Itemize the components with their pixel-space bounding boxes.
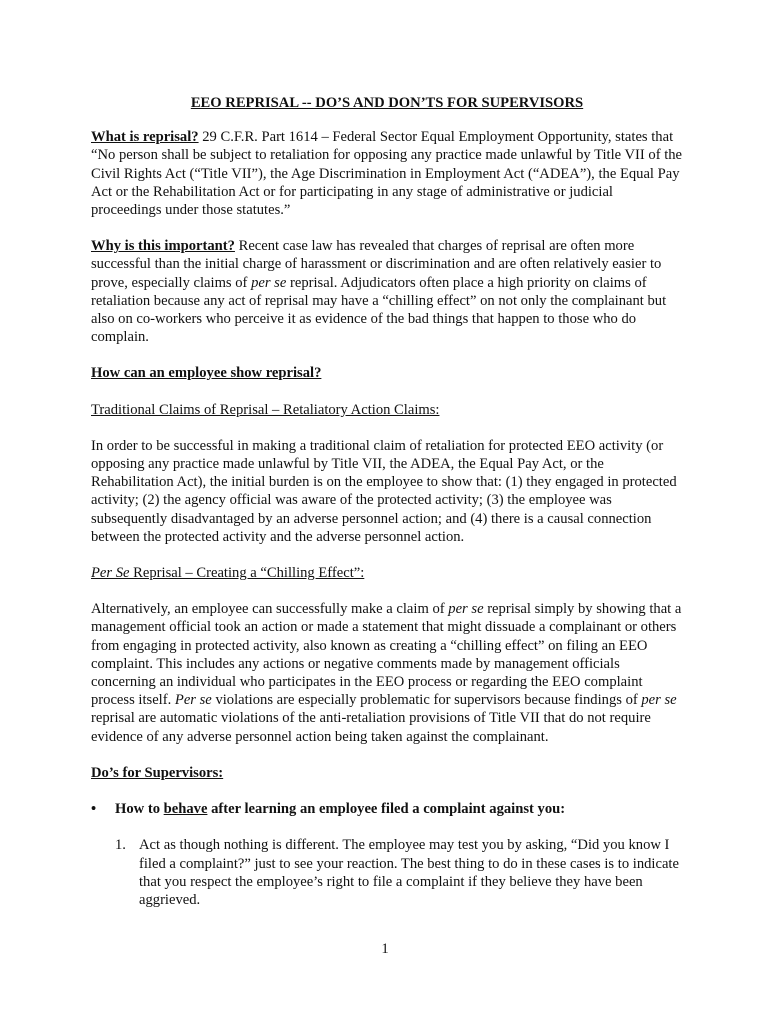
- what-is-reprisal-paragraph: [91, 128, 683, 219]
- dos-bullet-text-1: How to: [115, 801, 164, 818]
- dos-for-supervisors-heading: Do’s for Supervisors:: [91, 764, 224, 781]
- dos-bullet-item: [91, 800, 683, 818]
- per-se-text-1: Alternatively, an employee can successfully make a claim of: [91, 601, 449, 618]
- per-se-italic-1: per se: [448, 601, 484, 618]
- numbered-item-text: Act as though nothing is different. The employee may test you by asking, “Did you know I filed a complaint?” just to see your reaction. The best thing to do in these cases is to indicate that you respect the employee’s right to file a complaint if they believe they have been aggrieved.: [139, 837, 679, 908]
- how-show-reprisal-heading: How can an employee show reprisal?: [91, 365, 322, 382]
- per-se-text-3: violations are especially problematic for supervisors because findings of: [211, 692, 642, 709]
- dos-bullet-text: [115, 800, 565, 818]
- per-se-italic-3: per se: [641, 692, 677, 709]
- per-se-text-2: reprisal simply by showing that a management official took an action or made a statement that might dissuade a complainant or others from engaging in protected activity, also known as creating a “chilling effect” on filing an EEO complaint. This includes any actions or negative comments made by management officials concerning an individual who participates in the EEO process or regarding the EEO complaint process itself.: [91, 601, 682, 709]
- dos-numbered-item-1: [115, 836, 683, 909]
- traditional-claims-subheading: Traditional Claims of Reprisal – Retaliatory Action Claims:: [91, 401, 440, 418]
- per-se-paragraph: [91, 600, 683, 746]
- numbered-item-marker: 1.: [115, 837, 126, 854]
- bullet-icon: •: [91, 801, 97, 818]
- per-se-text-4: reprisal are automatic violations of the anti-retaliation provisions of Title VII that do not require evidence of any adverse personnel action being taken against the complainant.: [91, 710, 651, 745]
- why-important-heading: Why is this important?: [91, 238, 235, 255]
- what-is-reprisal-heading: What is reprisal?: [91, 129, 199, 146]
- page-number: 1: [381, 941, 389, 957]
- why-important-text-1: Recent case law has revealed that charges of reprisal are often more successful than the initial charge of harassment or discrimination and are often relatively easier to prove, especially claims of: [91, 238, 662, 291]
- per-se-subheading-rest: Reprisal – Creating a “Chilling Effect”:: [129, 565, 365, 582]
- document-title: EEO REPRISAL -- DO’S AND DON’TS FOR SUPERVISORS: [190, 95, 584, 111]
- document-body: [91, 94, 683, 909]
- per-se-subheading-italic: Per Se: [91, 565, 130, 582]
- dos-bullet-underlined: behave: [163, 801, 208, 818]
- per-se-subheading: [91, 564, 683, 582]
- what-is-reprisal-text: 29 C.F.R. Part 1614 – Federal Sector Equal Employment Opportunity, states that “No person shall be subject to retaliation for opposing any practice made unlawful by Title VII of the Civil Rights Act (“Title VII”), the Age Discrimination in Employment Act (“ADEA”), the Equal Pay Act or the Rehabilitation Act or for participating in any stage of administrative or judicial proceedings under those statutes.”: [91, 129, 683, 219]
- why-important-text-2: reprisal. Adjudicators often place a high priority on claims of retaliation because any act of reprisal may have a “chilling effect” on not only the complainant but also on co-workers who perceive it as evidence of the bad things that happen to those who do complain.: [91, 274, 667, 346]
- why-important-italic: per se: [251, 274, 287, 291]
- dos-bullet-text-2: after learning an employee filed a complaint against you:: [207, 801, 566, 818]
- why-important-paragraph: [91, 237, 683, 346]
- per-se-italic-2: Per se: [174, 692, 212, 709]
- traditional-claims-paragraph: In order to be successful in making a traditional claim of retaliation for protected EEO activity (or opposing any practice made unlawful by Title VII, the ADEA, the Equal Pay Act, or the Rehabilitation Act), the initial burden is on the employee to show that: (1) they engaged in protected activity; (2) the agency official was aware of the protected activity; (3) the employee was subsequently disadvantaged by an adverse personnel action; and (4) there is a causal connection between the protected activity and the adverse personnel action.: [91, 437, 677, 545]
